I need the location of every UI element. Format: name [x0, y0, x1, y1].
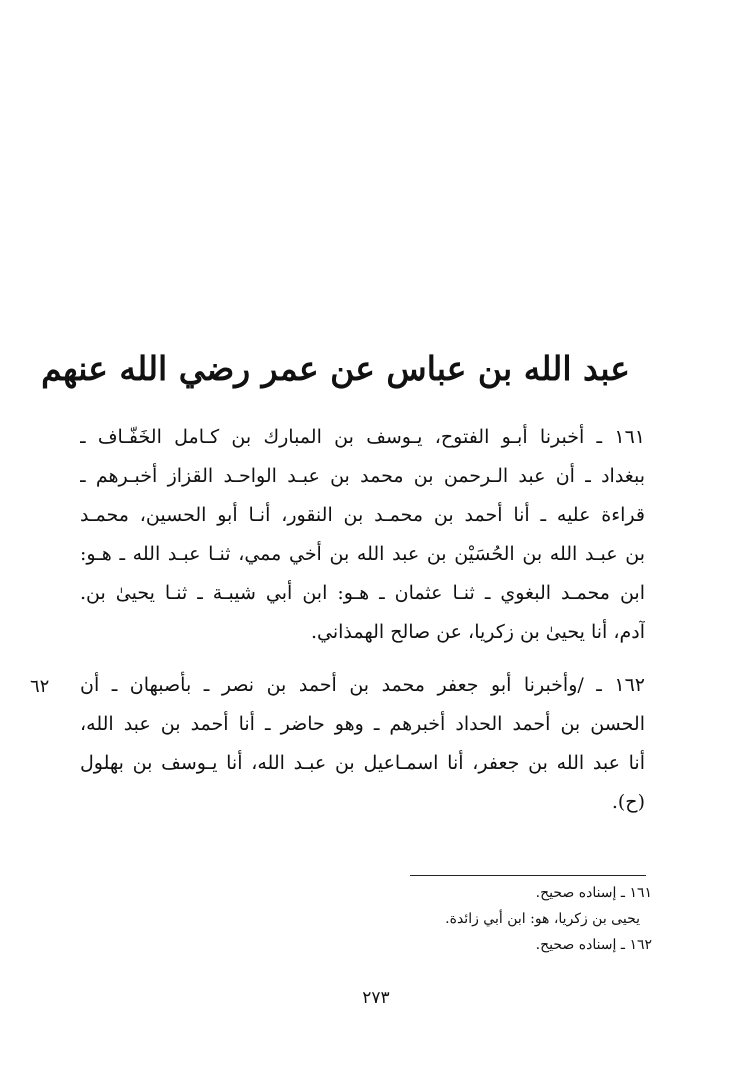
- text-line: بن عبـد الله بن الحُسَيْن بن عبد الله بن أخي ممي، ثنـا عبـد الله ـ هـو:: [80, 543, 645, 565]
- text-line: ابن محمـد البغوي ـ ثنـا عثمان ـ هـو: ابن أبي شيبـة ـ ثنـا يحيىٰ بن.: [80, 582, 645, 604]
- footnote-divider: [410, 875, 646, 876]
- footnote: ١٦٢ ـ إسناده صحيح.: [535, 937, 652, 953]
- main-text: [80, 418, 645, 822]
- text-line: قراءة عليه ـ أنا أحمد بن محمـد بن النقور، أنـا أبو الحسين، محمـد: [80, 504, 645, 526]
- manuscript-folio-note: ٦٢: [30, 676, 50, 697]
- footnote: ١٦١ ـ إسناده صحيح.: [535, 885, 652, 901]
- footnotes: [300, 880, 652, 958]
- text-line: آدم، أنا يحيىٰ بن زكريا، عن صالح الهمذاني.: [310, 621, 645, 643]
- paragraph-gap: [80, 652, 645, 666]
- text-line: أنا عبد الله بن جعفر، أنا اسمـاعيل بن عبـد الله، أنا يـوسف بن بهلول: [80, 752, 645, 774]
- text-line: (ح).: [611, 791, 645, 813]
- text-line: الحسن بن أحمد الحداد أخبرهم ـ وهو حاضر ـ أنا أحمد بن عبد الله،: [80, 713, 645, 735]
- hadith-161: [80, 418, 645, 652]
- hadith-162: [80, 666, 645, 822]
- text-line: ١٦٢ ـ /وأخبرنا أبو جعفر محمد بن أحمد بن نصر ـ بأصبهان ـ أن: [80, 674, 645, 696]
- text-line: ١٦١ ـ أخبرنا أبـو الفتوح، يـوسف بن المبارك بن كـامل الخَفّـاف ـ: [80, 426, 645, 448]
- text-line: ببغداد ـ أن عبد الـرحمن بن محمد بن عبـد الواحـد القزاز أخبـرهم ـ: [80, 465, 645, 487]
- section-title: عبد الله بن عباس عن عمر رضي الله عنهم: [41, 349, 630, 388]
- footnote: يحيى بن زكريا، هو: ابن أبي زائدة.: [445, 911, 640, 927]
- page-number: ٢٧٣: [362, 988, 390, 1008]
